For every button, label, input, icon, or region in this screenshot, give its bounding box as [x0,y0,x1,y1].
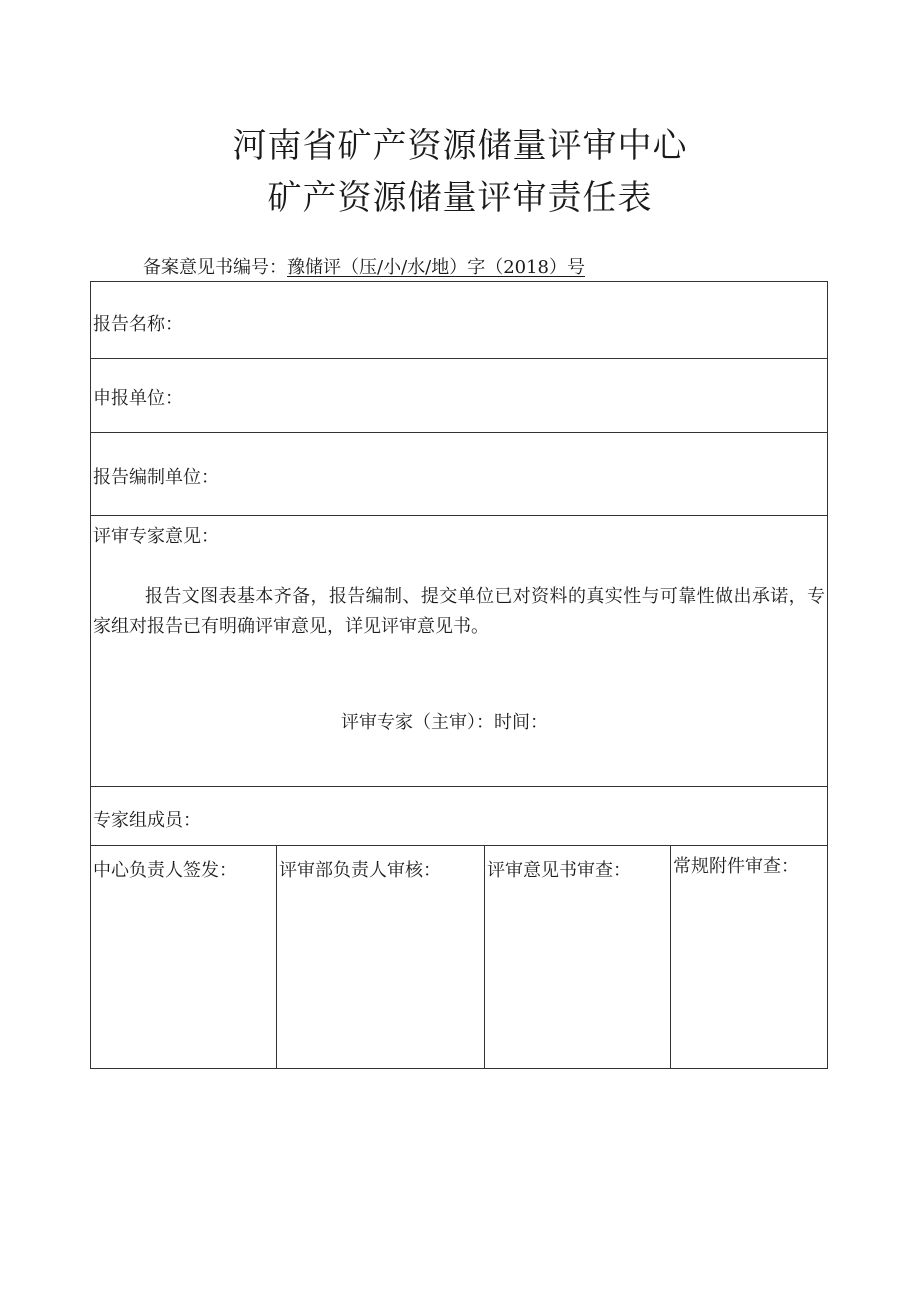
responsibility-form [90,281,828,1069]
opinion-review-label: 评审意见书审查： [487,860,631,881]
attachment-review-label: 常规附件审查： [673,856,799,877]
record-number-value: 豫储评（压/小/水/地）字（2018）号 [287,257,586,278]
expert-opinion-row [91,516,827,787]
expert-signature-line[interactable]: 评审专家（主审）：时间： [341,712,548,733]
report-name-row[interactable] [91,282,827,359]
report-name-label: 报告名称： [93,314,183,335]
compiler-label: 报告编制单位： [93,467,219,488]
expert-opinion-label: 评审专家意见： [93,526,219,547]
page-title-form: 矿产资源储量评审责任表 [267,178,653,218]
dept-leader-label: 评审部负责人审核： [279,860,441,881]
record-number-line [143,253,585,279]
attachment-review-cell[interactable] [670,846,827,1068]
dept-leader-cell[interactable] [276,846,484,1068]
compiler-row[interactable] [91,433,827,516]
expert-opinion-text: 报告文图表基本齐备，报告编制、提交单位已对资料的真实性与可靠性做出承诺，专家组对报告已有明确评审意见，详见评审意见书。 [93,586,825,637]
applicant-row[interactable] [91,359,827,433]
expert-members-label: 专家组成员： [93,810,201,831]
page-title-organization: 河南省矿产资源储量评审中心 [232,126,688,166]
record-number-label: 备案意见书编号： [143,257,287,278]
center-leader-label: 中心负责人签发： [93,860,237,881]
expert-members-row[interactable] [91,787,827,846]
applicant-label: 申报单位： [93,388,183,409]
opinion-review-cell[interactable] [484,846,670,1068]
signature-cells [91,846,827,1068]
center-leader-cell[interactable] [91,846,276,1068]
